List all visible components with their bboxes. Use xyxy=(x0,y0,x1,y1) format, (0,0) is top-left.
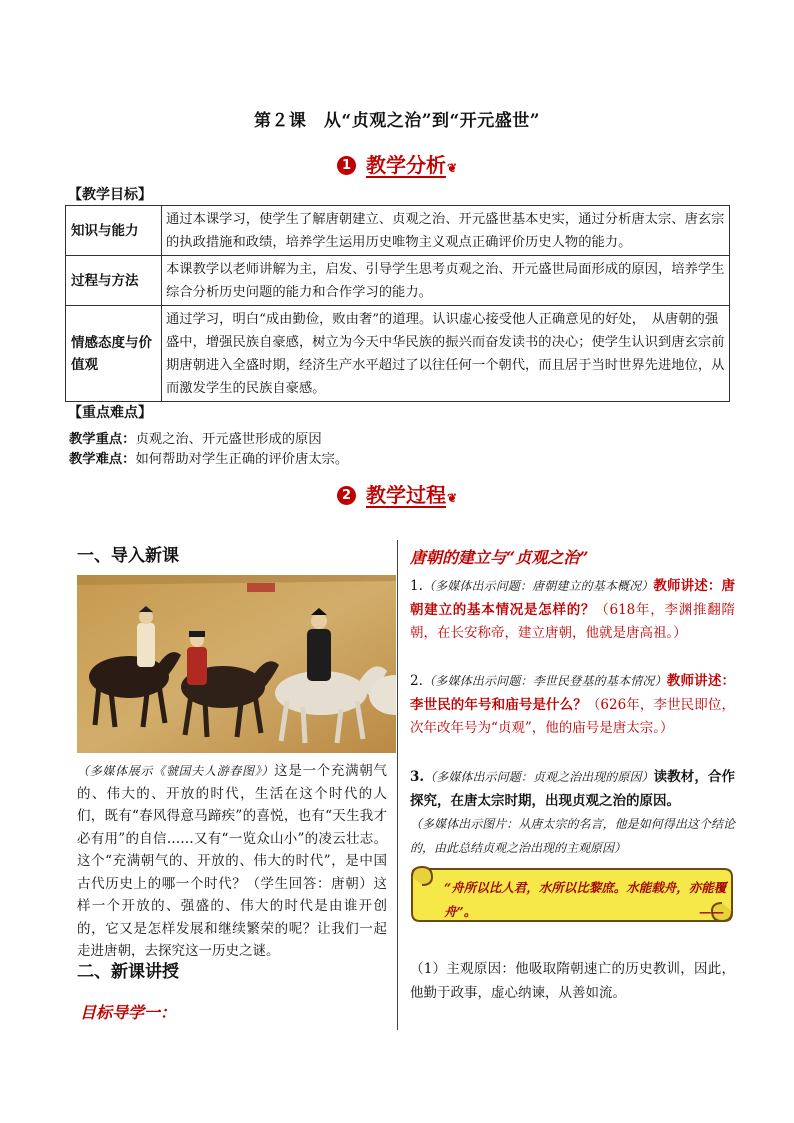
section-number-badge: 1 xyxy=(337,156,356,175)
new-lesson-heading: 二、新课讲授 xyxy=(77,962,179,982)
item-1 xyxy=(410,575,735,646)
item-answer: （618年，李渊推翻隋朝，在长安称帝，建立唐朝，他就是唐高祖。） xyxy=(410,601,735,641)
section-heading-process xyxy=(0,479,794,508)
item-question: 教师讲述：唐朝建立的基本情况是怎样的？ xyxy=(410,578,735,618)
goal-head: 情感态度与价值观 xyxy=(66,306,162,402)
item-number: 2. xyxy=(410,673,423,689)
column-divider xyxy=(397,540,398,1030)
goal-text: 本课教学以老师讲解为主，启发、引导学生思考贞观之治、开元盛世局面形成的原因，培养学生综合分析历史问题的能力和合作学习的能力。 xyxy=(162,256,730,306)
table-row xyxy=(66,206,730,256)
item-question: 读教材，合作探究，在唐太宗时期，出现贞观之治的原因。 xyxy=(410,769,735,809)
goal-one-label: 目标导学一： xyxy=(80,1003,177,1022)
intro-text: 这是一个充满朝气的、伟大的、开放的时代，生活在这个时代的人们，既有“春风得意马蹄疾”的喜悦，也有“天生我才必有用”的自信……又有“一览众山小”的凌云壮志。这个“充满朝气的、开放的、伟大的时代”，是中国古代历史上的哪一个时代？（学生回答：唐朝）这样一个开放的、强盛的、伟大的时代是由谁开创的，它又是怎样发展和继续繁荣的呢？让我们一起走进唐朝，去探究这一历史之谜。 xyxy=(77,763,387,959)
table-row xyxy=(66,306,730,402)
item-media-note: （多媒体出示问题：唐朝建立的基本概况） xyxy=(422,579,654,593)
intro-heading: 一、导入新课 xyxy=(77,546,179,566)
table-row xyxy=(66,256,730,306)
subjective-reason: （1）主观原因：他吸取隋朝速亡的历史教训，因此，他勤于政事，虚心纳谏，从善如流。 xyxy=(410,961,735,1001)
key-point-label: 教学重点： xyxy=(69,432,136,447)
key-point-text: 贞观之治、开元盛世形成的原因 xyxy=(135,432,322,447)
goals-table xyxy=(65,205,730,402)
quote-dash: —— xyxy=(699,904,724,919)
item-3 xyxy=(410,766,735,860)
leaf-icon: ❦ xyxy=(446,161,458,175)
item-number: 1. xyxy=(410,578,423,594)
section-label: 教学过程 xyxy=(365,483,446,507)
section-label: 教学分析 xyxy=(365,153,446,177)
difficult-point-text: 如何帮助对学生正确的评价唐太宗。 xyxy=(135,452,349,467)
painting-caption: （多媒体展示《虢国夫人游春图》） xyxy=(77,764,275,778)
goal-head: 过程与方法 xyxy=(66,256,162,306)
right-section-title: 唐朝的建立与“贞观之治” xyxy=(410,548,589,567)
goals-header: 【教学目标】 xyxy=(68,187,152,203)
key-header: 【重点难点】 xyxy=(68,405,152,421)
difficult-point xyxy=(69,448,348,467)
goal-head: 知识与能力 xyxy=(66,206,162,256)
item-answer: （626年，李世民即位，次年改年号为“贞观”，他的庙号是唐太宗。） xyxy=(410,696,735,736)
item-media-note: （多媒体出示问题：贞观之治出现的原因） xyxy=(424,770,654,784)
quote-text: “舟所以比人君，水所以比黎庶。水能载舟，亦能覆舟”。 xyxy=(444,880,727,919)
item-question: 教师讲述：李世民的年号和庙号是什么？ xyxy=(410,673,736,713)
leaf-icon: ❦ xyxy=(446,491,458,505)
key-point xyxy=(69,428,322,447)
horse-riders-painting xyxy=(77,575,396,753)
taizong-quote xyxy=(444,876,728,924)
item-2 xyxy=(410,670,735,741)
section-number-badge: 2 xyxy=(337,486,356,505)
lesson-title: 第２课 从“贞观之治”到“开元盛世” xyxy=(253,111,541,131)
item-media-note: （多媒体出示问题：李世民登基的基本情况） xyxy=(422,674,667,688)
difficult-point-label: 教学难点： xyxy=(69,452,136,467)
item-image-note: （多媒体出示图片：从唐太宗的名言，他是如何得出这个结论的，由此总结贞观之治出现的主观原因） xyxy=(410,817,735,855)
intro-paragraph xyxy=(77,760,387,963)
painting-image xyxy=(77,575,396,753)
goal-text: 通过本课学习，使学生了解唐朝建立、贞观之治、开元盛世基本史实，通过分析唐太宗、唐玄宗的执政措施和政绩，培养学生运用历史唯物主义观点正确评价历史人物的能力。 xyxy=(162,206,730,256)
item-number: 3. xyxy=(410,769,425,785)
goal-text: 通过学习，明白“成由勤俭，败由奢”的道理。认识虚心接受他人正确意见的好处， 从唐朝的强盛中，增强民族自豪感，树立为今天中华民族的振兴而奋发读书的决心；使学生认识到唐玄宗前期唐朝进入全盛时期，经济生产水平超过了以往任何一个朝代，而且居于当时世界先进地位，从而激发学生的民族自豪感。 xyxy=(162,306,730,402)
section-heading-analysis xyxy=(0,149,794,178)
